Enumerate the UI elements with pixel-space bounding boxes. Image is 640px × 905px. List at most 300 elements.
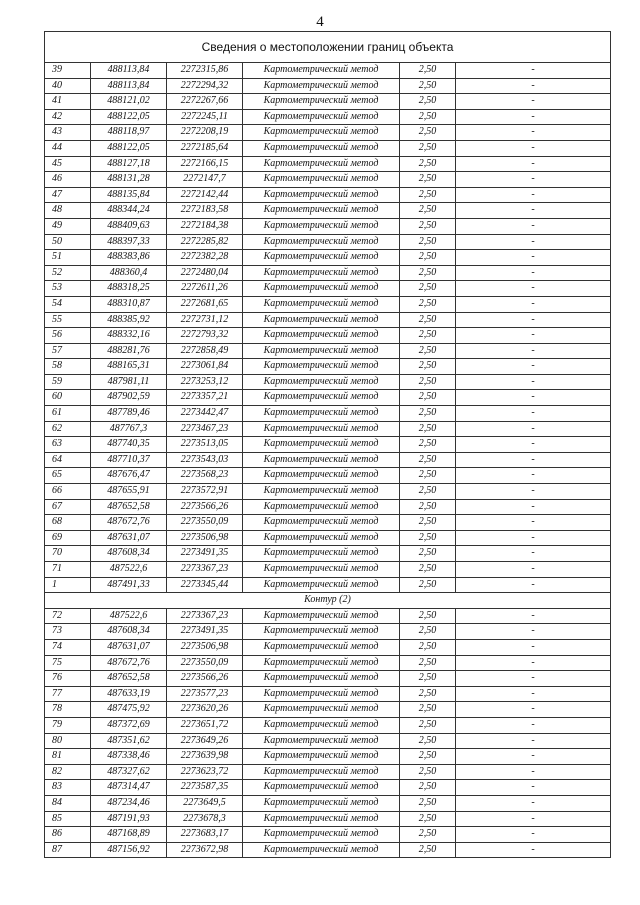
contour-label: Контур (2) xyxy=(45,593,611,609)
point-number-cell: 62 xyxy=(45,421,91,437)
table-row xyxy=(45,312,611,328)
method-cell: Картометрический метод xyxy=(243,671,400,687)
table-row xyxy=(45,234,611,250)
point-number-cell: 86 xyxy=(45,827,91,843)
precision-cell: 2,50 xyxy=(400,827,456,843)
method-cell: Картометрический метод xyxy=(243,218,400,234)
description-cell: - xyxy=(456,702,611,718)
method-cell: Картометрический метод xyxy=(243,328,400,344)
description-cell: - xyxy=(456,468,611,484)
point-number-cell: 65 xyxy=(45,468,91,484)
coord-y-cell: 2272793,32 xyxy=(167,328,243,344)
table-row xyxy=(45,437,611,453)
description-cell: - xyxy=(456,234,611,250)
method-cell: Картометрический метод xyxy=(243,546,400,562)
precision-cell: 2,50 xyxy=(400,343,456,359)
point-number-cell: 57 xyxy=(45,343,91,359)
description-cell: - xyxy=(456,842,611,858)
description-cell: - xyxy=(456,187,611,203)
method-cell: Картометрический метод xyxy=(243,343,400,359)
precision-cell: 2,50 xyxy=(400,484,456,500)
table-row xyxy=(45,421,611,437)
contour-header-row xyxy=(45,593,611,609)
point-number-cell: 67 xyxy=(45,499,91,515)
precision-cell: 2,50 xyxy=(400,452,456,468)
method-cell: Картометрический метод xyxy=(243,78,400,94)
point-number-cell: 41 xyxy=(45,94,91,110)
description-cell: - xyxy=(456,140,611,156)
description-cell: - xyxy=(456,63,611,79)
coord-y-cell: 2273357,21 xyxy=(167,390,243,406)
method-cell: Картометрический метод xyxy=(243,562,400,578)
point-number-cell: 80 xyxy=(45,733,91,749)
coord-x-cell: 488332,16 xyxy=(91,328,167,344)
precision-cell: 2,50 xyxy=(400,624,456,640)
table-row xyxy=(45,608,611,624)
method-cell: Картометрический метод xyxy=(243,484,400,500)
point-number-cell: 87 xyxy=(45,842,91,858)
coord-y-cell: 2272185,64 xyxy=(167,140,243,156)
method-cell: Картометрический метод xyxy=(243,125,400,141)
coord-x-cell: 488360,4 xyxy=(91,265,167,281)
method-cell: Картометрический метод xyxy=(243,234,400,250)
precision-cell: 2,50 xyxy=(400,639,456,655)
coord-x-cell: 487338,46 xyxy=(91,749,167,765)
table-row xyxy=(45,172,611,188)
table-row xyxy=(45,795,611,811)
method-cell: Картометрический метод xyxy=(243,795,400,811)
description-cell: - xyxy=(456,359,611,375)
table-row xyxy=(45,78,611,94)
description-cell: - xyxy=(456,343,611,359)
description-cell: - xyxy=(456,530,611,546)
method-cell: Картометрический метод xyxy=(243,515,400,531)
coord-y-cell: 2272382,28 xyxy=(167,250,243,266)
description-cell: - xyxy=(456,390,611,406)
point-number-cell: 1 xyxy=(45,577,91,593)
page-number: 4 xyxy=(316,14,324,30)
point-number-cell: 81 xyxy=(45,749,91,765)
method-cell: Картометрический метод xyxy=(243,639,400,655)
coord-x-cell: 487491,33 xyxy=(91,577,167,593)
table-row xyxy=(45,359,611,375)
precision-cell: 2,50 xyxy=(400,78,456,94)
method-cell: Картометрический метод xyxy=(243,156,400,172)
coord-x-cell: 487327,62 xyxy=(91,764,167,780)
table-row xyxy=(45,468,611,484)
coord-y-cell: 2273678,3 xyxy=(167,811,243,827)
description-cell: - xyxy=(456,281,611,297)
description-cell: - xyxy=(456,624,611,640)
precision-cell: 2,50 xyxy=(400,390,456,406)
table-row xyxy=(45,733,611,749)
coord-x-cell: 488122,05 xyxy=(91,140,167,156)
coord-y-cell: 2273491,35 xyxy=(167,546,243,562)
coord-y-cell: 2272294,32 xyxy=(167,78,243,94)
coord-y-cell: 2272208,19 xyxy=(167,125,243,141)
table-row xyxy=(45,749,611,765)
description-cell: - xyxy=(456,686,611,702)
coord-y-cell: 2273623,72 xyxy=(167,764,243,780)
coord-x-cell: 488122,05 xyxy=(91,109,167,125)
coord-y-cell: 2273651,72 xyxy=(167,717,243,733)
coord-y-cell: 2273577,23 xyxy=(167,686,243,702)
description-cell: - xyxy=(456,125,611,141)
precision-cell: 2,50 xyxy=(400,374,456,390)
table-row xyxy=(45,577,611,593)
coord-x-cell: 487522,6 xyxy=(91,562,167,578)
coord-y-cell: 2272184,38 xyxy=(167,218,243,234)
coord-x-cell: 488318,25 xyxy=(91,281,167,297)
coord-y-cell: 2273649,5 xyxy=(167,795,243,811)
method-cell: Картометрический метод xyxy=(243,172,400,188)
method-cell: Картометрический метод xyxy=(243,421,400,437)
description-cell: - xyxy=(456,328,611,344)
coord-y-cell: 2273566,26 xyxy=(167,499,243,515)
coord-y-cell: 2273491,35 xyxy=(167,624,243,640)
method-cell: Картометрический метод xyxy=(243,281,400,297)
precision-cell: 2,50 xyxy=(400,468,456,484)
coord-y-cell: 2272315,86 xyxy=(167,63,243,79)
description-cell: - xyxy=(456,671,611,687)
description-cell: - xyxy=(456,562,611,578)
precision-cell: 2,50 xyxy=(400,655,456,671)
table-row xyxy=(45,343,611,359)
precision-cell: 2,50 xyxy=(400,546,456,562)
precision-cell: 2,50 xyxy=(400,702,456,718)
coord-x-cell: 487631,07 xyxy=(91,639,167,655)
description-cell: - xyxy=(456,218,611,234)
method-cell: Картометрический метод xyxy=(243,577,400,593)
description-cell: - xyxy=(456,546,611,562)
precision-cell: 2,50 xyxy=(400,811,456,827)
method-cell: Картометрический метод xyxy=(243,187,400,203)
coord-y-cell: 2273572,91 xyxy=(167,484,243,500)
precision-cell: 2,50 xyxy=(400,109,456,125)
method-cell: Картометрический метод xyxy=(243,749,400,765)
description-cell: - xyxy=(456,94,611,110)
point-number-cell: 79 xyxy=(45,717,91,733)
precision-cell: 2,50 xyxy=(400,312,456,328)
point-number-cell: 59 xyxy=(45,374,91,390)
table-row xyxy=(45,546,611,562)
method-cell: Картометрический метод xyxy=(243,608,400,624)
coord-x-cell: 487191,93 xyxy=(91,811,167,827)
coord-y-cell: 2273506,98 xyxy=(167,530,243,546)
coord-x-cell: 488310,87 xyxy=(91,296,167,312)
description-cell: - xyxy=(456,484,611,500)
point-number-cell: 77 xyxy=(45,686,91,702)
table-row xyxy=(45,639,611,655)
table-row xyxy=(45,452,611,468)
coord-x-cell: 488135,84 xyxy=(91,187,167,203)
method-cell: Картометрический метод xyxy=(243,655,400,671)
coord-y-cell: 2273649,26 xyxy=(167,733,243,749)
description-cell: - xyxy=(456,78,611,94)
point-number-cell: 76 xyxy=(45,671,91,687)
table-row xyxy=(45,374,611,390)
point-number-cell: 55 xyxy=(45,312,91,328)
point-number-cell: 68 xyxy=(45,515,91,531)
coord-x-cell: 487652,58 xyxy=(91,671,167,687)
precision-cell: 2,50 xyxy=(400,187,456,203)
table-row xyxy=(45,780,611,796)
point-number-cell: 50 xyxy=(45,234,91,250)
table-row xyxy=(45,203,611,219)
precision-cell: 2,50 xyxy=(400,577,456,593)
table-row xyxy=(45,250,611,266)
coord-x-cell: 487522,6 xyxy=(91,608,167,624)
coord-x-cell: 487789,46 xyxy=(91,406,167,422)
coord-x-cell: 487676,47 xyxy=(91,468,167,484)
point-number-cell: 82 xyxy=(45,764,91,780)
method-cell: Картометрический метод xyxy=(243,374,400,390)
coord-x-cell: 487652,58 xyxy=(91,499,167,515)
precision-cell: 2,50 xyxy=(400,717,456,733)
precision-cell: 2,50 xyxy=(400,421,456,437)
point-number-cell: 63 xyxy=(45,437,91,453)
coord-x-cell: 487740,35 xyxy=(91,437,167,453)
coord-y-cell: 2273506,98 xyxy=(167,639,243,655)
precision-cell: 2,50 xyxy=(400,296,456,312)
method-cell: Картометрический метод xyxy=(243,296,400,312)
precision-cell: 2,50 xyxy=(400,172,456,188)
point-number-cell: 49 xyxy=(45,218,91,234)
coord-x-cell: 488131,28 xyxy=(91,172,167,188)
method-cell: Картометрический метод xyxy=(243,468,400,484)
point-number-cell: 44 xyxy=(45,140,91,156)
coord-x-cell: 488121,02 xyxy=(91,94,167,110)
description-cell: - xyxy=(456,639,611,655)
table-row xyxy=(45,109,611,125)
description-cell: - xyxy=(456,655,611,671)
point-number-cell: 60 xyxy=(45,390,91,406)
description-cell: - xyxy=(456,374,611,390)
point-number-cell: 85 xyxy=(45,811,91,827)
method-cell: Картометрический метод xyxy=(243,203,400,219)
description-cell: - xyxy=(456,265,611,281)
table-row xyxy=(45,63,611,79)
precision-cell: 2,50 xyxy=(400,265,456,281)
coord-x-cell: 487902,59 xyxy=(91,390,167,406)
coord-y-cell: 2273550,09 xyxy=(167,515,243,531)
table-row xyxy=(45,94,611,110)
table-row xyxy=(45,842,611,858)
coord-x-cell: 487710,37 xyxy=(91,452,167,468)
table-row xyxy=(45,406,611,422)
table-title-row xyxy=(45,32,611,63)
table-row xyxy=(45,499,611,515)
precision-cell: 2,50 xyxy=(400,795,456,811)
coord-y-cell: 2272245,11 xyxy=(167,109,243,125)
point-number-cell: 61 xyxy=(45,406,91,422)
precision-cell: 2,50 xyxy=(400,515,456,531)
point-number-cell: 56 xyxy=(45,328,91,344)
point-number-cell: 74 xyxy=(45,639,91,655)
table-row xyxy=(45,702,611,718)
coord-y-cell: 2273620,26 xyxy=(167,702,243,718)
coord-y-cell: 2272142,44 xyxy=(167,187,243,203)
table-row xyxy=(45,717,611,733)
description-cell: - xyxy=(456,172,611,188)
method-cell: Картометрический метод xyxy=(243,717,400,733)
point-number-cell: 45 xyxy=(45,156,91,172)
precision-cell: 2,50 xyxy=(400,234,456,250)
coord-x-cell: 487475,92 xyxy=(91,702,167,718)
point-number-cell: 73 xyxy=(45,624,91,640)
precision-cell: 2,50 xyxy=(400,749,456,765)
description-cell: - xyxy=(456,312,611,328)
coord-y-cell: 2273683,17 xyxy=(167,827,243,843)
method-cell: Картометрический метод xyxy=(243,406,400,422)
method-cell: Картометрический метод xyxy=(243,702,400,718)
coord-y-cell: 2272183,58 xyxy=(167,203,243,219)
coord-x-cell: 488127,18 xyxy=(91,156,167,172)
table-row xyxy=(45,686,611,702)
point-number-cell: 53 xyxy=(45,281,91,297)
precision-cell: 2,50 xyxy=(400,530,456,546)
method-cell: Картометрический метод xyxy=(243,437,400,453)
table-title: Сведения о местоположении границ объекта xyxy=(45,32,611,63)
point-number-cell: 42 xyxy=(45,109,91,125)
method-cell: Картометрический метод xyxy=(243,265,400,281)
method-cell: Картометрический метод xyxy=(243,499,400,515)
method-cell: Картометрический метод xyxy=(243,63,400,79)
description-cell: - xyxy=(456,499,611,515)
description-cell: - xyxy=(456,421,611,437)
coord-x-cell: 487234,46 xyxy=(91,795,167,811)
coord-x-cell: 488165,31 xyxy=(91,359,167,375)
precision-cell: 2,50 xyxy=(400,499,456,515)
coord-x-cell: 487156,92 xyxy=(91,842,167,858)
precision-cell: 2,50 xyxy=(400,94,456,110)
precision-cell: 2,50 xyxy=(400,764,456,780)
coord-x-cell: 488344,24 xyxy=(91,203,167,219)
table-row xyxy=(45,655,611,671)
table-row xyxy=(45,811,611,827)
coord-y-cell: 2272731,12 xyxy=(167,312,243,328)
coord-x-cell: 487631,07 xyxy=(91,530,167,546)
coord-x-cell: 487633,19 xyxy=(91,686,167,702)
coord-y-cell: 2273550,09 xyxy=(167,655,243,671)
table-row xyxy=(45,671,611,687)
point-number-cell: 83 xyxy=(45,780,91,796)
coord-x-cell: 488113,84 xyxy=(91,63,167,79)
method-cell: Картометрический метод xyxy=(243,764,400,780)
description-cell: - xyxy=(456,733,611,749)
point-number-cell: 54 xyxy=(45,296,91,312)
coord-y-cell: 2273253,12 xyxy=(167,374,243,390)
description-cell: - xyxy=(456,109,611,125)
method-cell: Картометрический метод xyxy=(243,733,400,749)
precision-cell: 2,50 xyxy=(400,780,456,796)
method-cell: Картометрический метод xyxy=(243,624,400,640)
table-row xyxy=(45,140,611,156)
table-row xyxy=(45,827,611,843)
coord-x-cell: 487672,76 xyxy=(91,515,167,531)
table-row xyxy=(45,530,611,546)
table-row xyxy=(45,562,611,578)
point-number-cell: 70 xyxy=(45,546,91,562)
description-cell: - xyxy=(456,608,611,624)
coord-x-cell: 487608,34 xyxy=(91,624,167,640)
point-number-cell: 47 xyxy=(45,187,91,203)
coord-y-cell: 2273639,98 xyxy=(167,749,243,765)
coord-x-cell: 487314,47 xyxy=(91,780,167,796)
coord-y-cell: 2272480,04 xyxy=(167,265,243,281)
coord-y-cell: 2273442,47 xyxy=(167,406,243,422)
coord-y-cell: 2273587,35 xyxy=(167,780,243,796)
point-number-cell: 69 xyxy=(45,530,91,546)
table-row xyxy=(45,390,611,406)
point-number-cell: 43 xyxy=(45,125,91,141)
boundary-table xyxy=(44,31,611,858)
coord-x-cell: 488409,63 xyxy=(91,218,167,234)
precision-cell: 2,50 xyxy=(400,250,456,266)
coord-y-cell: 2273467,23 xyxy=(167,421,243,437)
coord-x-cell: 487372,69 xyxy=(91,717,167,733)
method-cell: Картометрический метод xyxy=(243,686,400,702)
precision-cell: 2,50 xyxy=(400,203,456,219)
table-row xyxy=(45,218,611,234)
coord-y-cell: 2272858,49 xyxy=(167,343,243,359)
method-cell: Картометрический метод xyxy=(243,780,400,796)
method-cell: Картометрический метод xyxy=(243,109,400,125)
point-number-cell: 66 xyxy=(45,484,91,500)
table-row xyxy=(45,484,611,500)
point-number-cell: 51 xyxy=(45,250,91,266)
precision-cell: 2,50 xyxy=(400,733,456,749)
description-cell: - xyxy=(456,406,611,422)
point-number-cell: 78 xyxy=(45,702,91,718)
method-cell: Картометрический метод xyxy=(243,140,400,156)
precision-cell: 2,50 xyxy=(400,842,456,858)
description-cell: - xyxy=(456,437,611,453)
coord-x-cell: 488397,33 xyxy=(91,234,167,250)
description-cell: - xyxy=(456,296,611,312)
point-number-cell: 71 xyxy=(45,562,91,578)
method-cell: Картометрический метод xyxy=(243,359,400,375)
description-cell: - xyxy=(456,827,611,843)
precision-cell: 2,50 xyxy=(400,140,456,156)
table-row xyxy=(45,281,611,297)
point-number-cell: 75 xyxy=(45,655,91,671)
table-row xyxy=(45,265,611,281)
coord-y-cell: 2273345,44 xyxy=(167,577,243,593)
precision-cell: 2,50 xyxy=(400,608,456,624)
description-cell: - xyxy=(456,811,611,827)
coord-y-cell: 2273672,98 xyxy=(167,842,243,858)
method-cell: Картометрический метод xyxy=(243,94,400,110)
coord-y-cell: 2272681,65 xyxy=(167,296,243,312)
description-cell: - xyxy=(456,795,611,811)
coord-y-cell: 2273061,84 xyxy=(167,359,243,375)
coord-y-cell: 2272611,26 xyxy=(167,281,243,297)
precision-cell: 2,50 xyxy=(400,686,456,702)
method-cell: Картометрический метод xyxy=(243,312,400,328)
description-cell: - xyxy=(456,717,611,733)
coord-y-cell: 2273367,23 xyxy=(167,562,243,578)
precision-cell: 2,50 xyxy=(400,156,456,172)
coord-y-cell: 2272166,15 xyxy=(167,156,243,172)
precision-cell: 2,50 xyxy=(400,437,456,453)
description-cell: - xyxy=(456,577,611,593)
description-cell: - xyxy=(456,749,611,765)
coord-y-cell: 2273568,23 xyxy=(167,468,243,484)
method-cell: Картометрический метод xyxy=(243,250,400,266)
point-number-cell: 40 xyxy=(45,78,91,94)
coord-x-cell: 488383,86 xyxy=(91,250,167,266)
